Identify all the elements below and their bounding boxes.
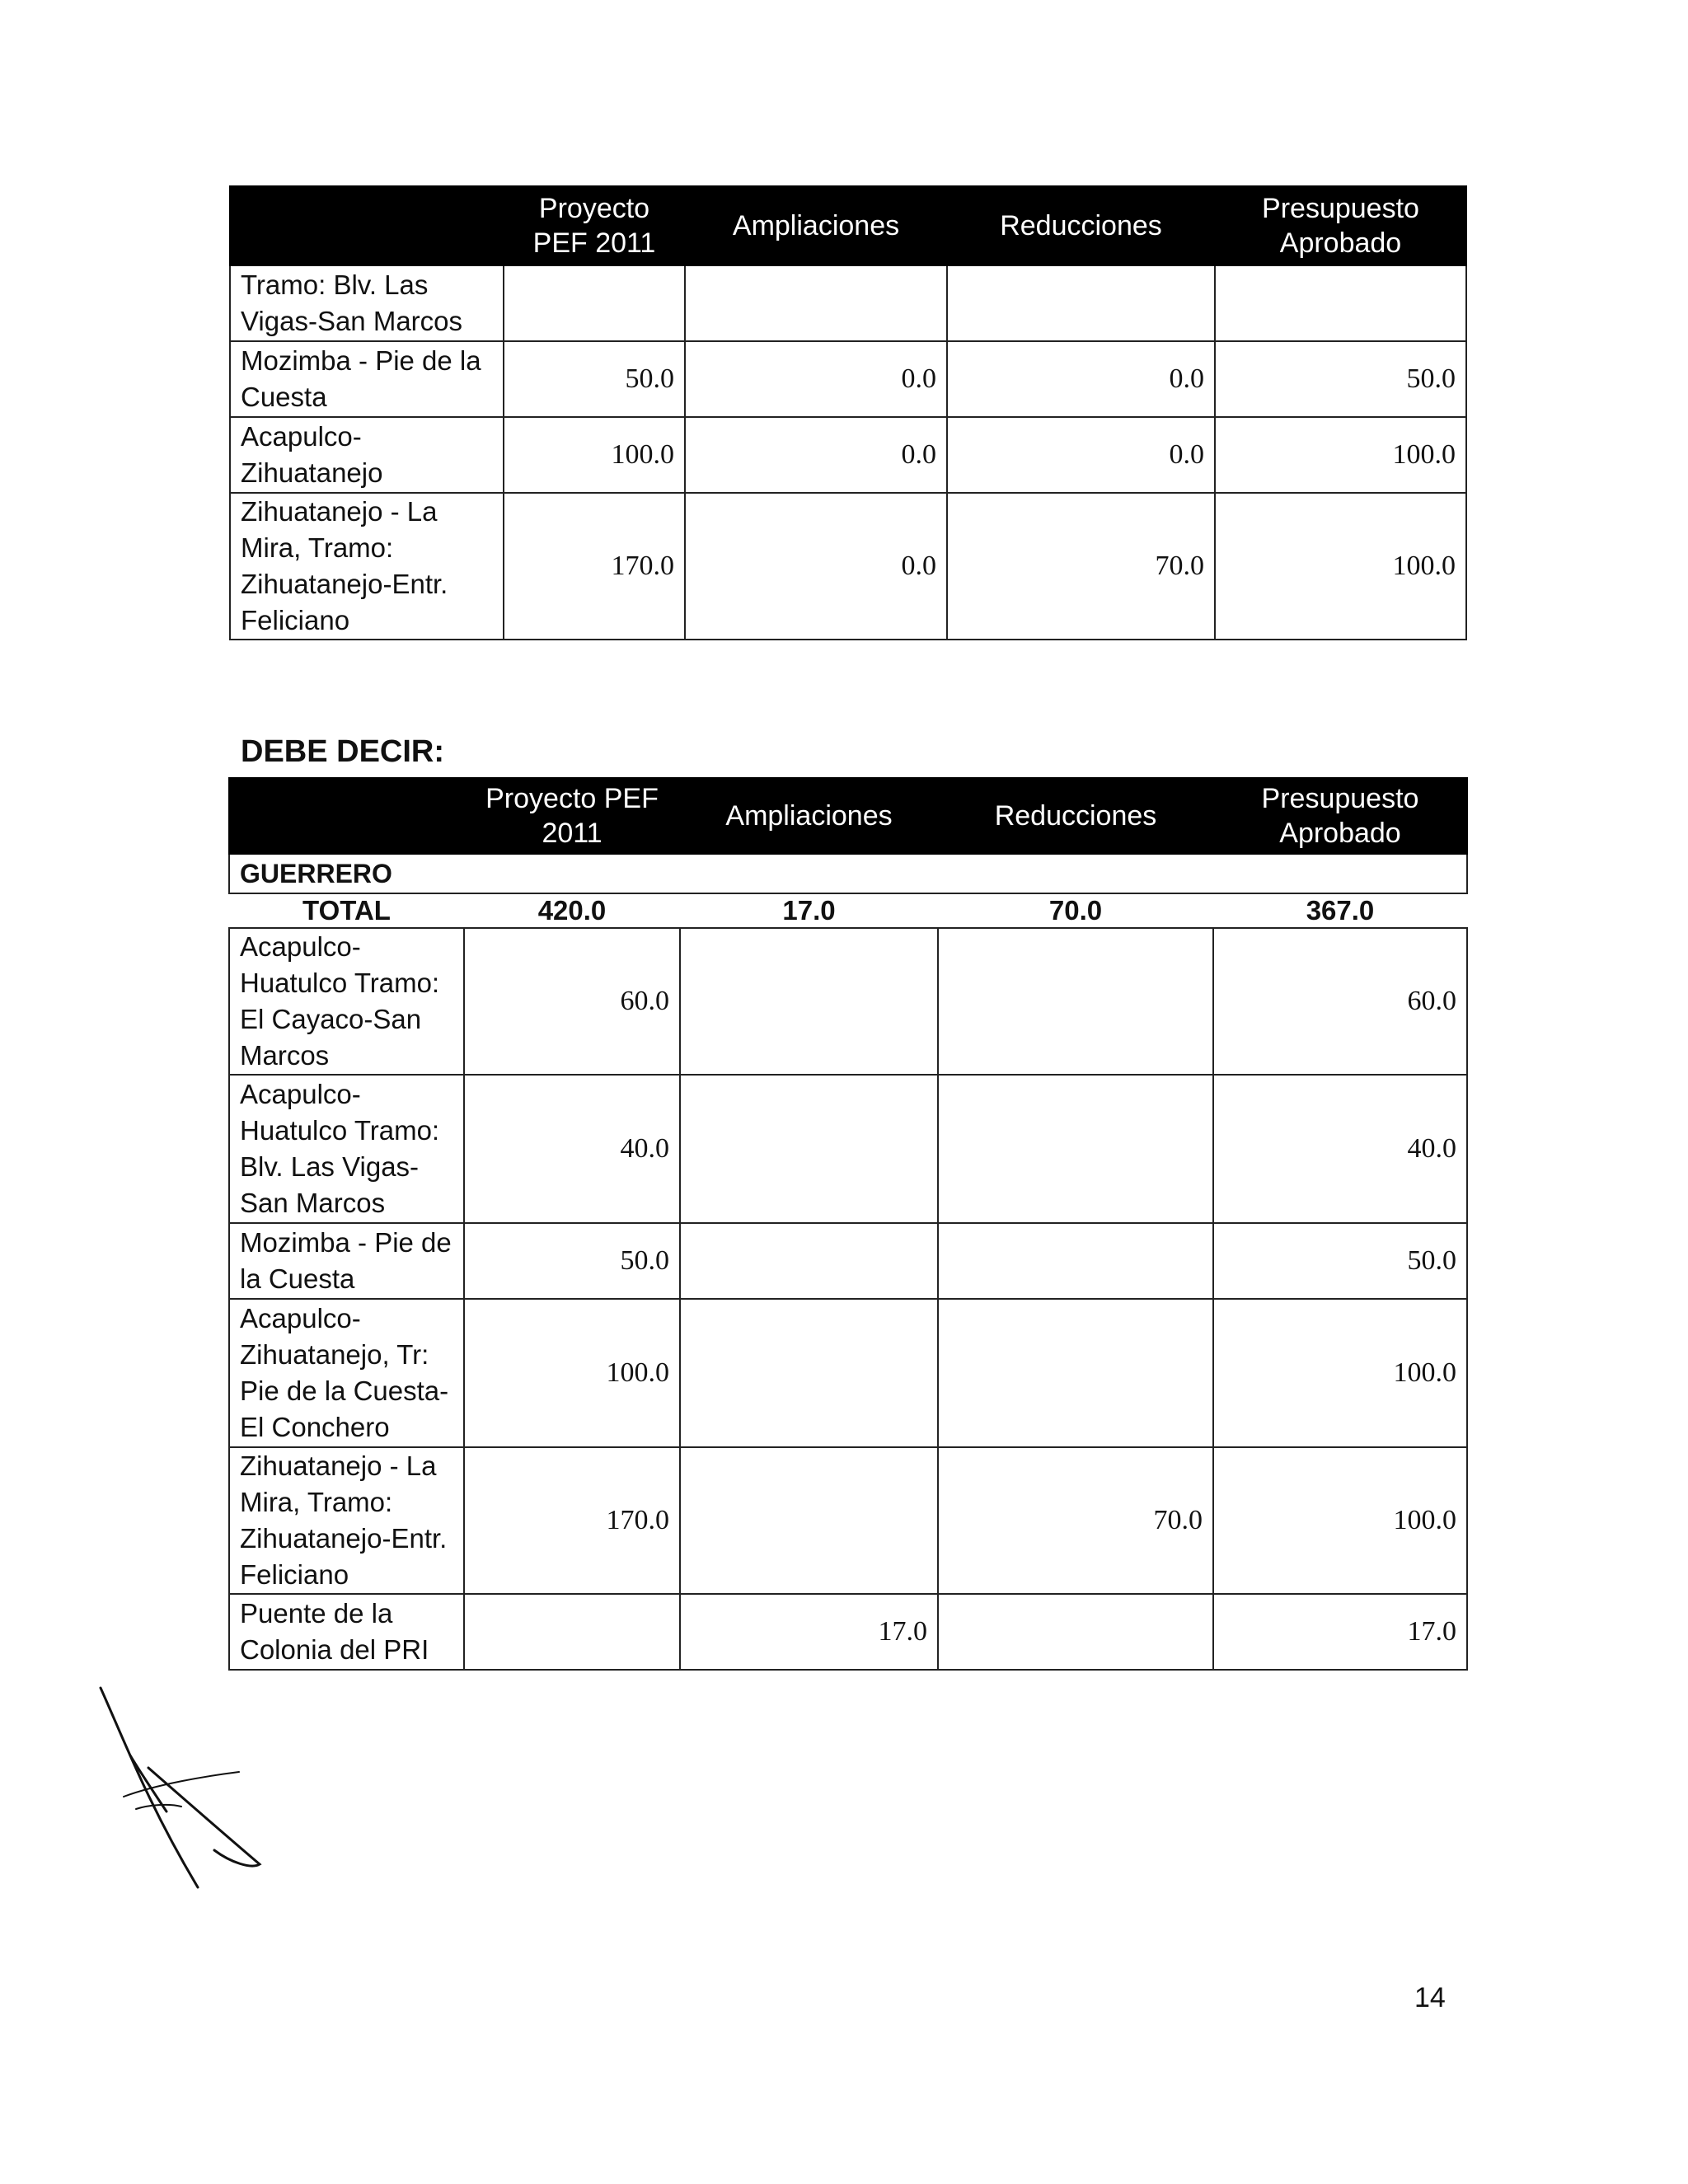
cell-ampliaciones [680, 1299, 938, 1447]
row-label: Acapulco-Zihuatanejo, Tr: Pie de la Cuesta-El Conchero [229, 1299, 464, 1447]
table-row [230, 341, 1466, 417]
cell-reducciones [938, 928, 1213, 1075]
header-blank-cell [230, 186, 504, 265]
header-ampliaciones: Ampliaciones [680, 778, 938, 854]
cell-reducciones [947, 265, 1215, 341]
signature-mark [91, 1681, 288, 1896]
section-title: DEBE DECIR: [241, 734, 445, 769]
cell-pef: 50.0 [504, 341, 685, 417]
budget-table-corrected [228, 777, 1468, 1671]
cell-reducciones [938, 1075, 1213, 1223]
total-pef: 420.0 [464, 893, 680, 928]
row-label: Zihuatanejo - La Mira, Tramo: Zihuatanejo-Entr. Feliciano [229, 1447, 464, 1594]
cell-pef: 170.0 [464, 1447, 680, 1594]
cell-aprobado: 50.0 [1213, 1223, 1467, 1299]
cell-aprobado: 40.0 [1213, 1075, 1467, 1223]
table-row [229, 1223, 1467, 1299]
total-label: TOTAL [229, 893, 464, 928]
cell-reducciones [938, 1223, 1213, 1299]
row-label: Puente de la Colonia del PRI [229, 1594, 464, 1670]
cell-ampliaciones [680, 1447, 938, 1594]
cell-pef: 50.0 [464, 1223, 680, 1299]
cell-pef: 100.0 [464, 1299, 680, 1447]
header-reducciones: Reducciones [938, 778, 1213, 854]
header-ampliaciones: Ampliaciones [685, 186, 947, 265]
table-header-row [229, 778, 1467, 854]
cell-ampliaciones [680, 1075, 938, 1223]
state-label: GUERRERO [229, 854, 464, 893]
cell-aprobado: 100.0 [1215, 493, 1466, 640]
cell-reducciones: 0.0 [947, 417, 1215, 493]
row-label: Acapulco-Zihuatanejo [230, 417, 504, 493]
row-label: Zihuatanejo - La Mira, Tramo: Zihuatanejo-Entr. Feliciano [230, 493, 504, 640]
cell-aprobado: 100.0 [1213, 1299, 1467, 1447]
header-blank-cell [229, 778, 464, 854]
table-row [230, 493, 1466, 640]
table-header-row [230, 186, 1466, 265]
cell-reducciones: 0.0 [947, 341, 1215, 417]
table-row [229, 1299, 1467, 1447]
total-ampliaciones: 17.0 [680, 893, 938, 928]
table-row [229, 1594, 1467, 1670]
cell-aprobado: 100.0 [1215, 417, 1466, 493]
budget-table-original [229, 185, 1467, 640]
cell-aprobado: 17.0 [1213, 1594, 1467, 1670]
table-row [230, 417, 1466, 493]
cell-reducciones: 70.0 [938, 1447, 1213, 1594]
cell-pef: 40.0 [464, 1075, 680, 1223]
total-row [229, 893, 1467, 928]
state-row [229, 854, 1467, 893]
cell-ampliaciones: 0.0 [685, 417, 947, 493]
cell-aprobado: 60.0 [1213, 928, 1467, 1075]
header-proyecto-pef: Proyecto PEF 2011 [504, 186, 685, 265]
table-row [229, 1447, 1467, 1594]
total-reducciones: 70.0 [938, 893, 1213, 928]
cell-ampliaciones: 17.0 [680, 1594, 938, 1670]
header-presupuesto-aprobado: Presupuesto Aprobado [1215, 186, 1466, 265]
cell-reducciones: 70.0 [947, 493, 1215, 640]
row-label: Acapulco-Huatulco Tramo: Blv. Las Vigas-San Marcos [229, 1075, 464, 1223]
row-label: Mozimba - Pie de la Cuesta [230, 341, 504, 417]
cell-ampliaciones [685, 265, 947, 341]
cell-ampliaciones: 0.0 [685, 341, 947, 417]
header-presupuesto-aprobado: Presupuesto Aprobado [1213, 778, 1467, 854]
table-row [229, 1075, 1467, 1223]
cell-ampliaciones: 0.0 [685, 493, 947, 640]
table-row [230, 265, 1466, 341]
cell-aprobado [1215, 265, 1466, 341]
row-label: Mozimba - Pie de la Cuesta [229, 1223, 464, 1299]
row-label: Tramo: Blv. Las Vigas-San Marcos [230, 265, 504, 341]
page-number: 14 [1414, 1982, 1446, 2013]
cell-pef [464, 1594, 680, 1670]
cell-ampliaciones [680, 1223, 938, 1299]
cell-aprobado: 100.0 [1213, 1447, 1467, 1594]
cell-pef: 60.0 [464, 928, 680, 1075]
row-label: Acapulco-Huatulco Tramo: El Cayaco-San Marcos [229, 928, 464, 1075]
cell-aprobado: 50.0 [1215, 341, 1466, 417]
cell-reducciones [938, 1594, 1213, 1670]
cell-pef: 170.0 [504, 493, 685, 640]
cell-reducciones [938, 1299, 1213, 1447]
cell-ampliaciones [680, 928, 938, 1075]
total-aprobado: 367.0 [1213, 893, 1467, 928]
cell-pef [504, 265, 685, 341]
cell-pef: 100.0 [504, 417, 685, 493]
header-proyecto-pef: Proyecto PEF 2011 [464, 778, 680, 854]
header-reducciones: Reducciones [947, 186, 1215, 265]
table-row [229, 928, 1467, 1075]
state-blank [464, 854, 1467, 893]
